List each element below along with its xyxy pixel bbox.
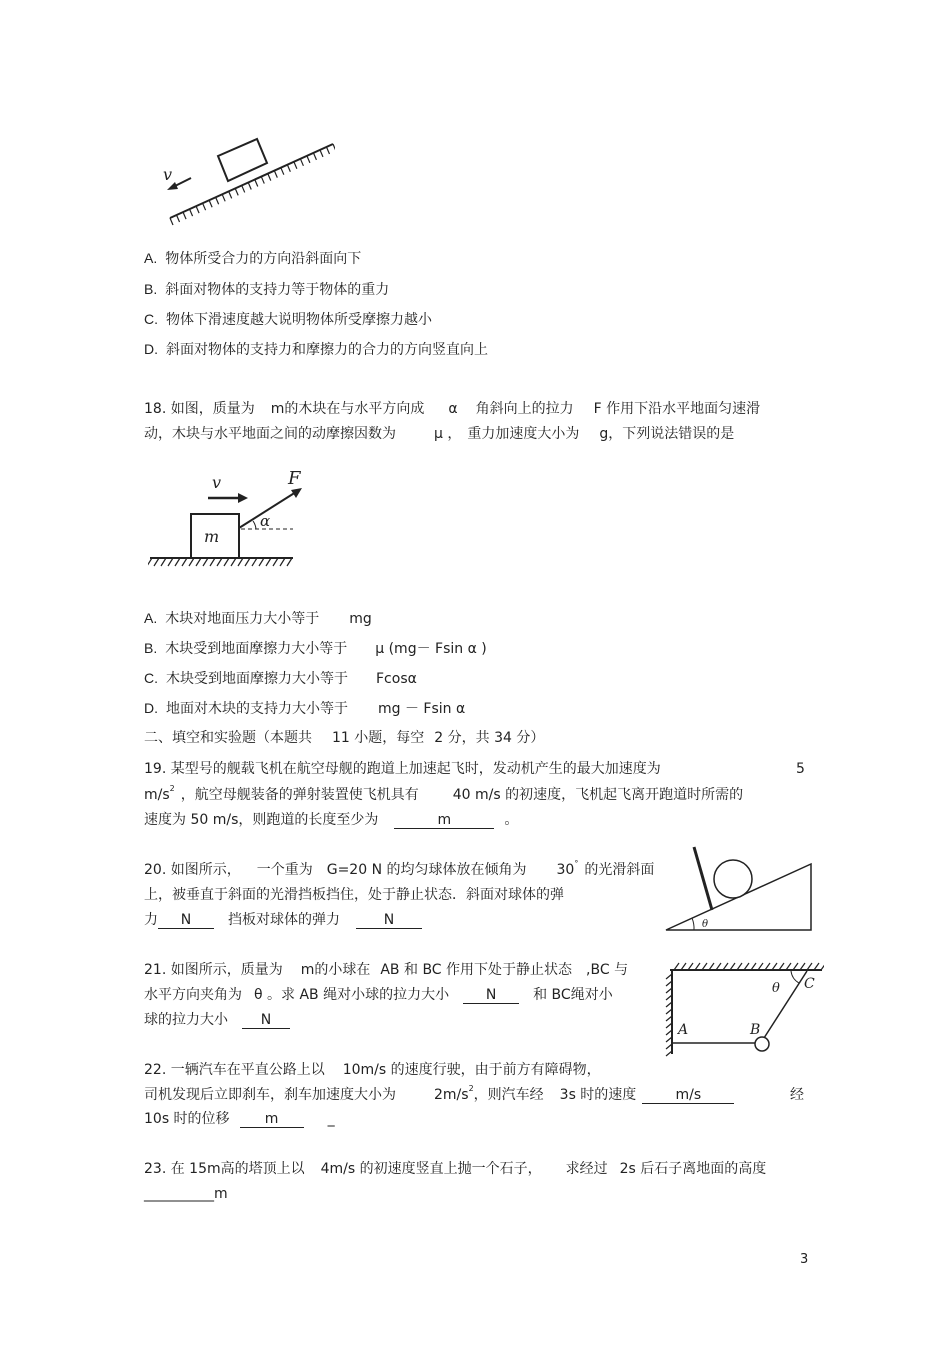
ball-ropes-figure [664, 962, 824, 1058]
option-a: A. 物体所受合力的方向沿斜面向下 [144, 250, 362, 267]
q18-option-c: C. 木块受到地面摩擦力大小等于 Fcosα [144, 670, 417, 687]
option-d: D. 斜面对物体的支持力和摩擦力的合力的方向竖直向上 [144, 341, 488, 358]
angle-label: α [260, 512, 271, 530]
q21-line2: 水平方向夹角为 θ 。求 AB 绳对小球的拉力大小 N 和 BC绳对小 [144, 987, 613, 1003]
q18-line2: 动，木块与水平地面之间的动摩擦因数为 μ ， 重力加速度大小为 g，下列说法错误的是 [144, 426, 735, 442]
q19-line2: $m/s^2$ ，航空母舰装备的弹射装置使飞机具有 40 m/s 的初速度，飞机起飞离开跑道时所需的 [144, 784, 744, 803]
answer-blank: N [463, 987, 519, 1004]
q21-line3: 球的拉力大小 N [144, 1011, 290, 1029]
q19-line3: 速度为 50 m/s，则跑道的长度至少为 m 。 [144, 812, 519, 828]
q22-line2-tail: 经 [790, 1087, 804, 1103]
q20-line3: 力 N 挡板对球体的弹力 N [144, 911, 422, 929]
answer-blank: m [394, 812, 494, 829]
label-b: B [750, 1022, 761, 1038]
q19-value-5: 5 [796, 761, 805, 777]
answer-blank: N [356, 912, 422, 929]
theta-label: θ [702, 919, 709, 930]
page-number: 3 [800, 1252, 809, 1267]
theta-label: θ [772, 981, 780, 996]
answer-blank: N [158, 912, 214, 929]
q22-line2: 司机发现后立即刹车，刹车加速度大小为 $2m/s^2$，则汽车经 3s 时的速度 m/s [144, 1086, 734, 1104]
answer-blank: m/s [642, 1087, 734, 1104]
velocity-label: v [212, 473, 222, 492]
section-heading: 二、填空和实验题（本题共 11 小题，每空 2 分，共 34 分） [144, 730, 545, 746]
ball-incline-figure [660, 842, 816, 934]
q20-line2: 上，被垂直于斜面的光滑挡板挡住，处于静止状态．斜面对球体的弹 [144, 887, 564, 903]
q18-option-b: B. 木块受到地面摩擦力大小等于 μ (mg－ Fsin α ) [144, 640, 487, 657]
answer-blank: m [240, 1111, 304, 1128]
velocity-label: v [163, 165, 173, 184]
answer-blank: N [242, 1012, 290, 1029]
incline-block-figure [155, 130, 335, 230]
q18-line1: 18. 如图，质量为 m的木块在与水平方向成 α 角斜向上的拉力 F 作用下沿水平地面匀速滑 [144, 401, 761, 417]
mass-label: m [204, 527, 220, 546]
q18-option-a: A. 木块对地面压力大小等于 mg [144, 610, 372, 627]
q18-option-d: D. 地面对木块的支持力大小等于 mg － Fsin α [144, 700, 466, 717]
q20-line1: 20. 如图所示， 一个重为 G=20 N 的均匀球体放在倾角为 30° 的光滑斜面 [144, 859, 655, 878]
label-c: C [804, 976, 815, 992]
q19-line1: 19. 某型号的舰载飞机在航空母舰的跑道上加速起飞时，发动机产生的最大加速度为 [144, 761, 661, 777]
q23-line1: 23. 在 15m高的塔顶上以 4m/s 的初速度竖直上抛一个石子， 求经过 2s 后石子离地面的高度 [144, 1161, 767, 1177]
force-label: F [288, 468, 301, 489]
q23-line2: __________m [144, 1186, 228, 1202]
q22-line3: 10s 时的位移 m _ [144, 1111, 335, 1127]
q22-line1: 22. 一辆汽车在平直公路上以 10m/s 的速度行驶，由于前方有障碍物， [144, 1062, 601, 1078]
block-force-figure [148, 468, 308, 573]
q21-line1: 21. 如图所示，质量为 m的小球在 AB 和 BC 作用下处于静止状态 ,BC 与 [144, 962, 629, 978]
option-c: C. 物体下滑速度越大说明物体所受摩擦力越小 [144, 311, 432, 328]
label-a: A [678, 1022, 689, 1038]
option-b: B. 斜面对物体的支持力等于物体的重力 [144, 281, 390, 298]
